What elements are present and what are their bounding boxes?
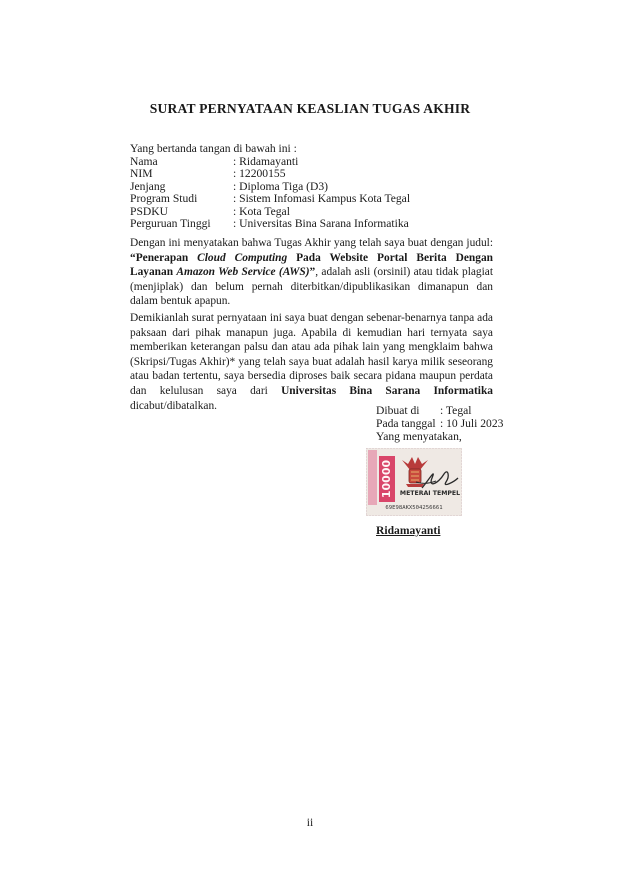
- thesis-title-part: Pada Website Portal Berita Dengan Layanan: [130, 251, 493, 279]
- statement-tail: , adalah asli (orsinil) atau tidak plagiat (menjiplak) dan belum pernah diterbitkan/dipublikasikan dimanapun dan dalam bentuk apapun.: [130, 266, 493, 308]
- date-label: Pada tanggal: [376, 417, 436, 430]
- declaration-end: dicabut/dibatalkan.: [130, 399, 217, 412]
- identity-label: Program Studi: [130, 192, 198, 206]
- title-close-quote: ”: [309, 266, 316, 279]
- identity-value: : Universitas Bina Sarana Informatika: [233, 216, 409, 230]
- identity-label: PSDKU: [130, 204, 169, 218]
- stamp-serial: 69E98AKX504256661: [385, 505, 443, 511]
- stamp-label: METERAI TEMPEL: [399, 490, 461, 497]
- title-open-quote: “: [130, 251, 136, 264]
- stamp-side-band: [368, 450, 377, 505]
- identity-value: : Sistem Infomasi Kampus Kota Tegal: [233, 192, 411, 206]
- stamp-amount: 10000: [380, 459, 393, 499]
- identity-label: Perguruan Tinggi: [130, 216, 211, 230]
- identity-value: : Ridamayanti: [233, 155, 299, 168]
- thesis-title-italic: Cloud Computing: [197, 251, 288, 264]
- meterai-stamp-image: [366, 448, 462, 516]
- thesis-title-part: Penerapan: [135, 251, 198, 264]
- institution-name: Universitas Bina Sarana Informatika: [281, 384, 493, 397]
- identity-label: NIM: [130, 167, 153, 181]
- place-value: : Tegal: [440, 404, 472, 417]
- date-row: [376, 417, 503, 430]
- place-row: [376, 404, 503, 417]
- place-label: Dibuat di: [376, 404, 420, 417]
- signature-block: [376, 404, 503, 443]
- declaration-text: Demikianlah surat pernyataan ini saya buat dengan sebenar-benarnya tanpa ada paksaan dari pihak manapun juga. Apabila di kemudian hari ternyata saya memberikan keterangan palsu dan atau ada pihak lain yang mengklaim bahwa (Skripsi/Tugas Akhir)* yang telah saya buat adalah hasil karya milik seseorang atau badan tertentu, saya bersedia diproses baik secara pidana maupun perdata dan kelulusan saya dari: [130, 312, 493, 397]
- page-title: SURAT PERNYATAAN KEASLIAN TUGAS AKHIR: [149, 101, 471, 116]
- intro-text: Yang bertanda tangan di bawah ini :: [130, 142, 297, 155]
- identity-value: : Diploma Tiga (D3): [233, 179, 329, 193]
- declaration-paragraph: [130, 311, 493, 413]
- identity-value: : Kota Tegal: [233, 204, 290, 218]
- identity-row-perguruan-tinggi: [130, 218, 410, 230]
- closing-text: Yang menyatakan,: [376, 430, 462, 443]
- identity-label: Nama: [130, 155, 158, 168]
- thesis-title-italic: Amazon Web Service (AWS): [176, 266, 310, 279]
- statement-lead: Dengan ini menyatakan bahwa Tugas Akhir yang telah saya buat dengan judul:: [130, 237, 493, 249]
- statement-paragraph: [130, 236, 493, 309]
- signer-name: Ridamayanti: [376, 524, 441, 537]
- identity-label: Jenjang: [130, 179, 166, 193]
- identity-value: : 12200155: [233, 167, 286, 181]
- page-number: ii: [306, 816, 314, 829]
- date-value: : 10 Juli 2023: [440, 417, 504, 430]
- identity-table: [130, 156, 410, 230]
